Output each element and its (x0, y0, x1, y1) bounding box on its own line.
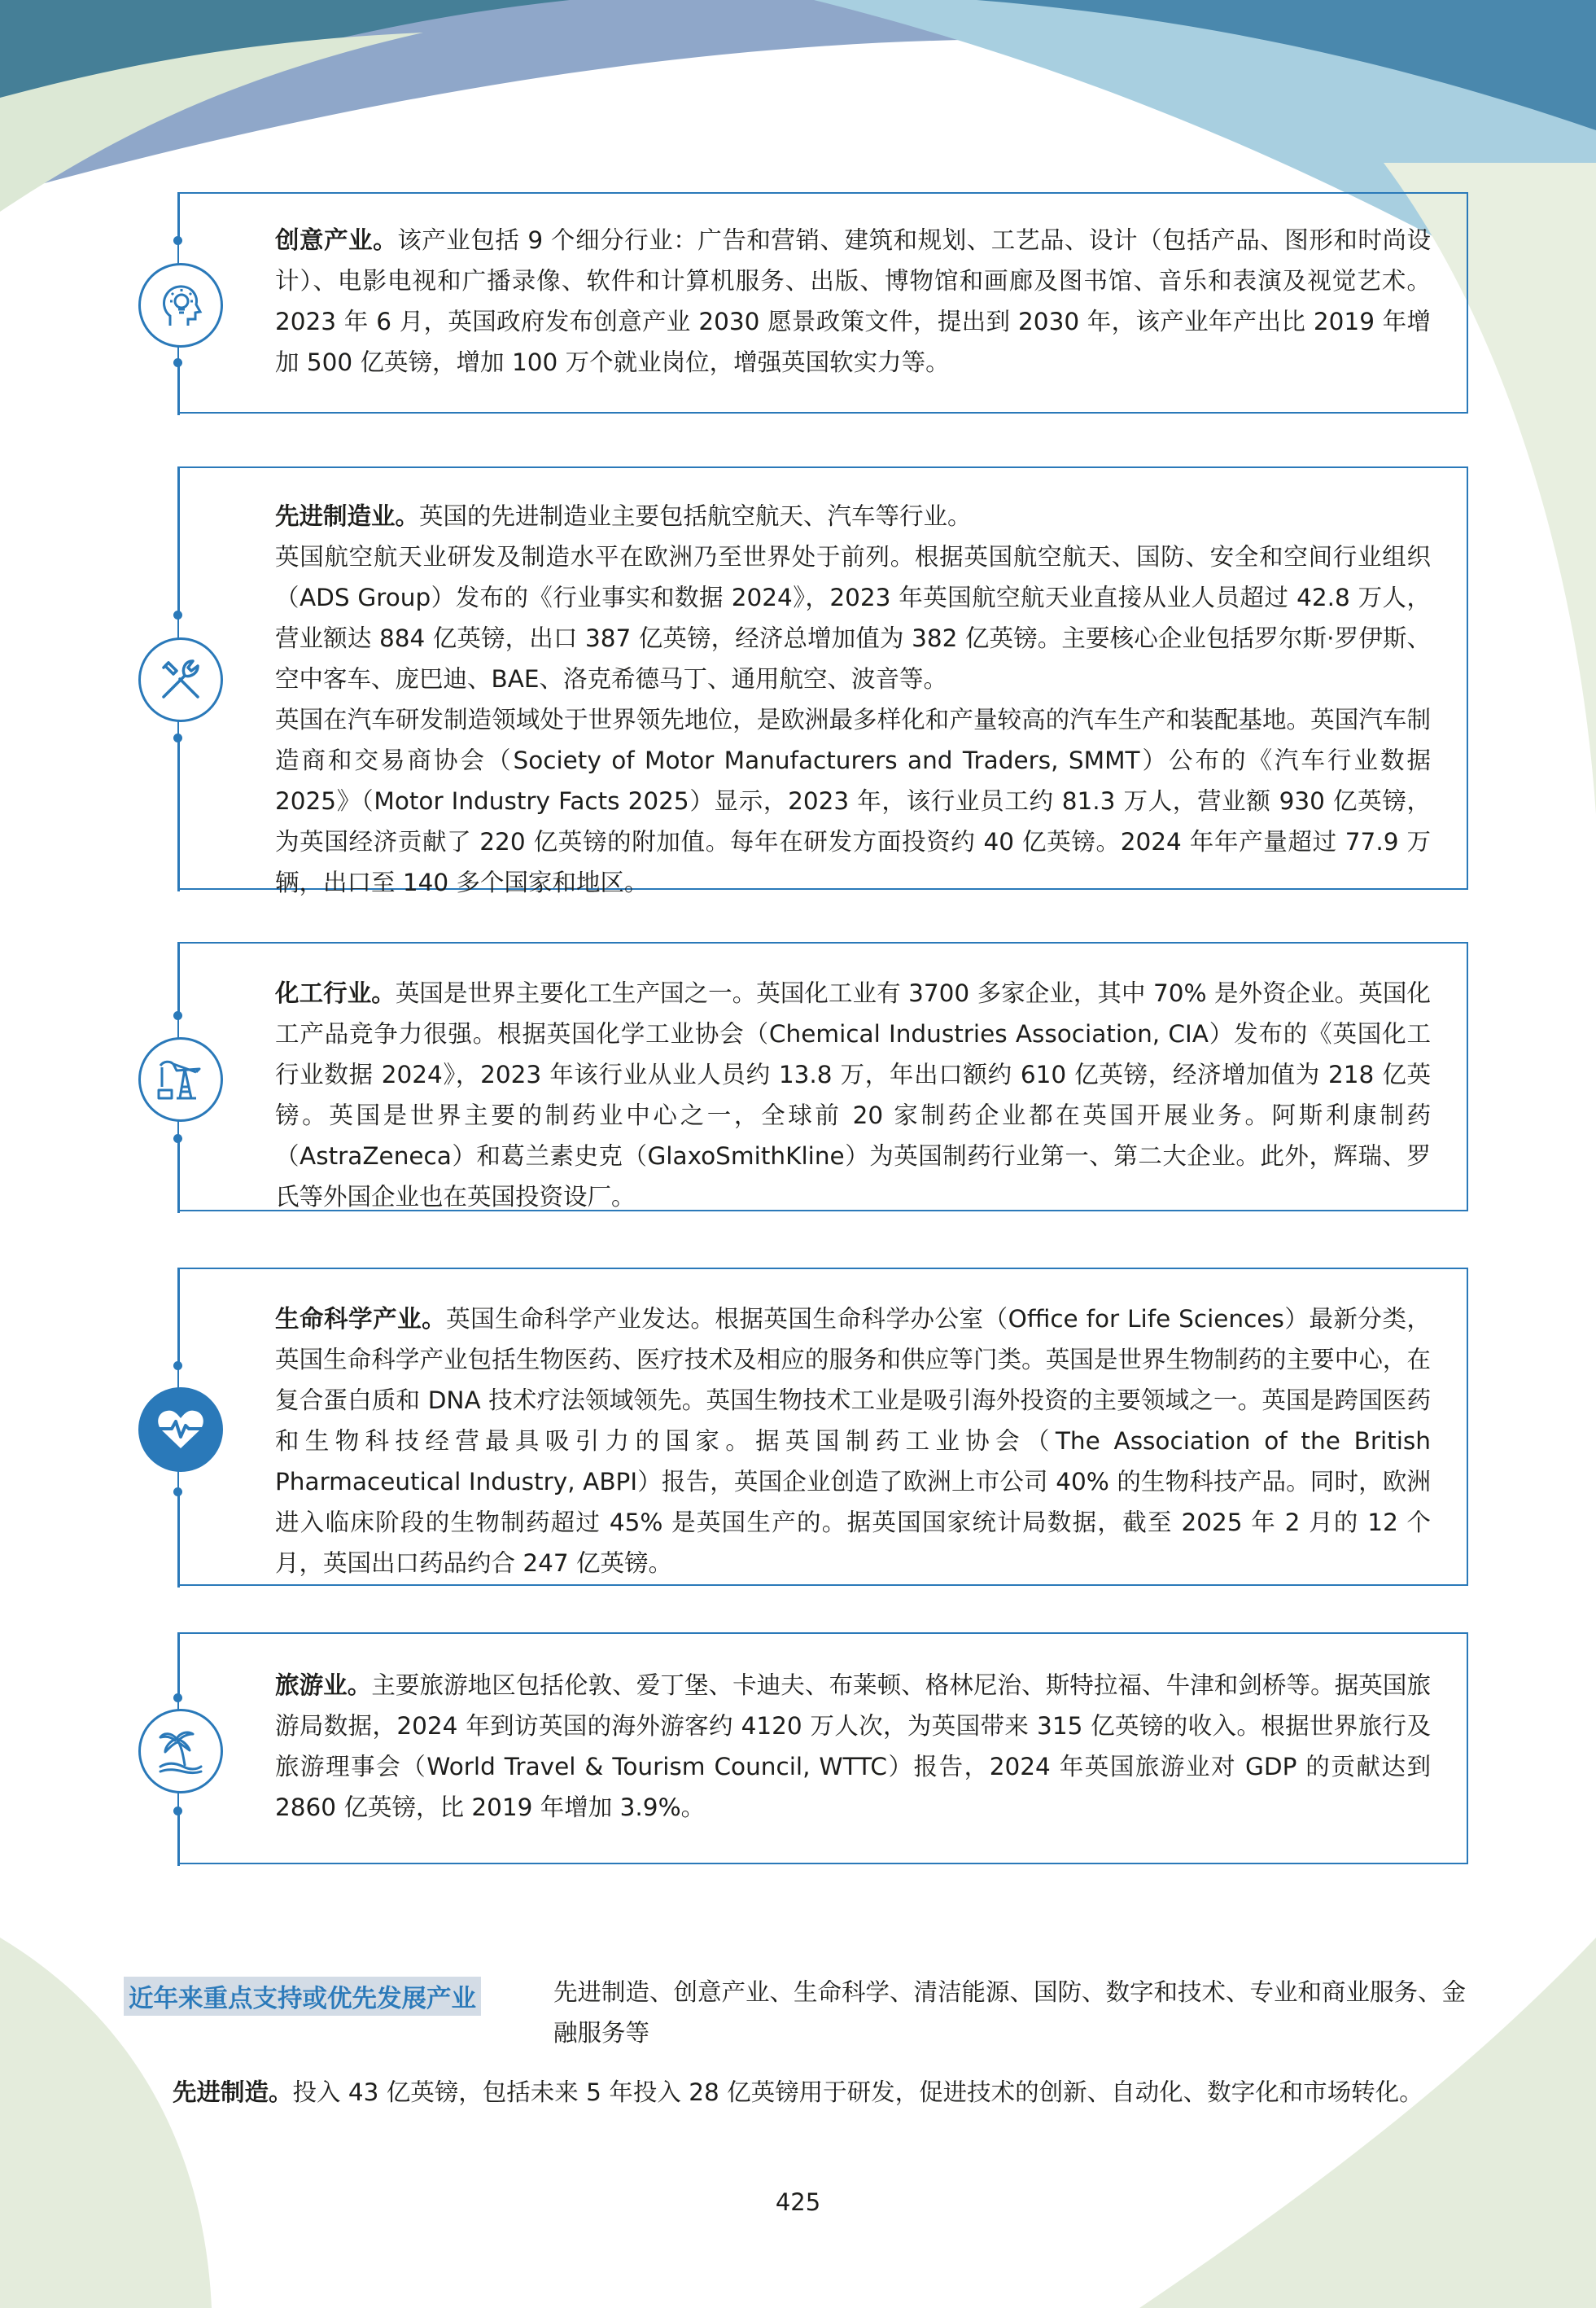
section-text (275, 1665, 1431, 1828)
priority-text: 先进制造、创意产业、生命科学、清洁能源、国防、数字和技术、专业和商业服务、金融服务等 (553, 1978, 1467, 2047)
card-rail (177, 1138, 180, 1213)
card-rail (177, 194, 180, 241)
priority-label: 近年来重点支持或优先发展产业 (124, 1977, 481, 2016)
advanced-text: 投入 43 亿英镑，包括未来 5 年投入 28 亿英镑用于研发，促进技术的创新、自动化、数字化和市场转化。 (292, 2078, 1423, 2106)
card-rail (177, 944, 180, 1015)
rail-dot (173, 1693, 182, 1702)
section-text (275, 973, 1431, 1217)
card-rail (177, 1491, 180, 1588)
section-card-creative (177, 192, 1468, 414)
card-rail (177, 1269, 180, 1365)
rail-dot (173, 1361, 182, 1370)
section-lead: 先进制造业。 (275, 502, 420, 530)
section-text (275, 496, 1431, 903)
palm-island-icon (138, 1709, 223, 1793)
paragraph (275, 220, 1431, 383)
paragraph (275, 1665, 1431, 1828)
section-card-tourism (177, 1632, 1468, 1864)
section-body: 英国生命科学产业发达。根据英国生命科学办公室（Office for Life Sciences）最新分类，英国生命科学产业包括生物医药、医疗技术及相应的服务和供应等门类。英国是世界生物制药的主要中心，在复合蛋白质和 DNA 技术疗法领域领先。英国生物技术工业是吸引海外投资的主要领域之一。英国是跨国医药和生物科技经营最具吸引力的国家。据英国制药工业协会（The Association of the British Pharmaceutical Industry, ABPI）报告，英国企业创造了欧洲上市公司 40% 的生物科技产品。同时，欧洲进入临床阶段的生物制药超过 45% 是英国生产的。据英国国家统计局数据，截至 2025 年 2 月的 12 个月，英国出口药品约合 247 亿英镑。 (275, 1305, 1431, 1577)
section-lead: 旅游业。 (275, 1671, 372, 1699)
paragraph (275, 973, 1431, 1217)
section-lead: 生命科学产业。 (275, 1305, 447, 1333)
section-card-life-sciences (177, 1268, 1468, 1586)
rail-dot (173, 1011, 182, 1020)
lightbulb-head-icon (138, 263, 223, 348)
heartbeat-icon (138, 1387, 223, 1472)
section-text (275, 220, 1431, 383)
paragraph: 英国航空航天业研发及制造水平在欧洲乃至世界处于前列。根据英国航空航天、国防、安全和空间行业组织（ADS Group）发布的《行业事实和数据 2024》，2023 年英国航空航天业直接从业人员超过 42.8 万人，营业额达 884 亿英镑，出口 387 亿英镑，经济总增加值为 382 亿英镑。主要核心企业包括罗尔斯·罗伊斯、空中客车、庞巴迪、BAE、洛克希德马丁、通用航空、波音等。 (275, 543, 1431, 693)
section-lead: 化工行业。 (275, 979, 396, 1007)
page-number: 425 (775, 2188, 821, 2216)
section-lead: 创意产业。 (275, 226, 398, 254)
card-rail (177, 738, 180, 891)
rail-dot (173, 236, 182, 245)
paragraph: 英国在汽车研发制造领域处于世界领先地位，是欧洲最多样化和产量较高的汽车生产和装配基地。英国汽车制造商和交易商协会（Society of Motor Manufacturers and Traders, SMMT）公布的《汽车行业数据 2025》（Motor Industry Facts 2025）显示，2023 年，该行业员工约 81.3 万人，营业额 930 亿英镑，为英国经济贡献了 220 亿英镑的附加值。每年在研发方面投资约 40 亿英镑。2024 年年产量超过 77.9 万辆，出口至 140 多个国家和地区。 (275, 706, 1431, 896)
section-body: 英国的先进制造业主要包括航空航天、汽车等行业。 (419, 502, 972, 530)
advanced-manufacturing-note (173, 2072, 1423, 2113)
section-body: 该产业包括 9 个细分行业：广告和营销、建筑和规划、工艺品、设计（包括产品、图形和时尚设计）、电影电视和广播录像、软件和计算机服务、出版、博物馆和画廊及图书馆、音乐和表演及视觉艺术。2023 年 6 月，英国政府发布创意产业 2030 愿景政策文件，提出到 2030 年，该产业年产出比 2019 年增加 500 亿英镑，增加 100 万个就业岗位，增强英国软实力等。 (275, 226, 1431, 376)
section-body: 主要旅游地区包括伦敦、爱丁堡、卡迪夫、布莱顿、格林尼治、斯特拉福、牛津和剑桥等。据英国旅游局数据，2024 年到访英国的海外游客约 4120 万人次，为英国带来 315 亿英镑的收入。根据世界旅行及旅游理事会（World Travel & Tourism Council, WTTC）报告，2024 年英国旅游业对 GDP 的贡献达到 2860 亿英镑，比 2019 年增加 3.9%。 (275, 1671, 1431, 1821)
section-text (275, 1299, 1431, 1583)
oil-pump-icon (138, 1037, 223, 1122)
section-card-manufacturing (177, 466, 1468, 896)
card-rail (177, 468, 180, 615)
rail-dot (173, 611, 182, 620)
wrench-hammer-icon (138, 637, 223, 722)
paragraph (275, 1299, 1431, 1583)
card-rail (177, 1811, 180, 1866)
card-rail (177, 1634, 180, 1697)
advanced-lead: 先进制造。 (173, 2078, 293, 2106)
section-body: 英国是世界主要化工生产国之一。英国化工业有 3700 多家企业，其中 70% 是外资企业。英国化工产品竞争力很强。根据英国化学工业协会（Chemical Industries Association, CIA）发布的《英国化工行业数据 2024》，2023 年该行业从业人员约 13.8 万，年出口额约 610 亿英镑，经济增加值为 218 亿英镑。英国是世界主要的制药业中心之一，全球前 20 家制药企业都在英国开展业务。阿斯利康制药（AstraZeneca）和葛兰素史克（GlaxoSmithKline）为英国制药行业第一、第二大企业。此外，辉瑞、罗氏等外国企业也在英国投资设厂。 (275, 979, 1431, 1211)
card-rail (177, 362, 180, 415)
section-card-chemical (177, 942, 1468, 1211)
paragraph (275, 496, 1431, 536)
